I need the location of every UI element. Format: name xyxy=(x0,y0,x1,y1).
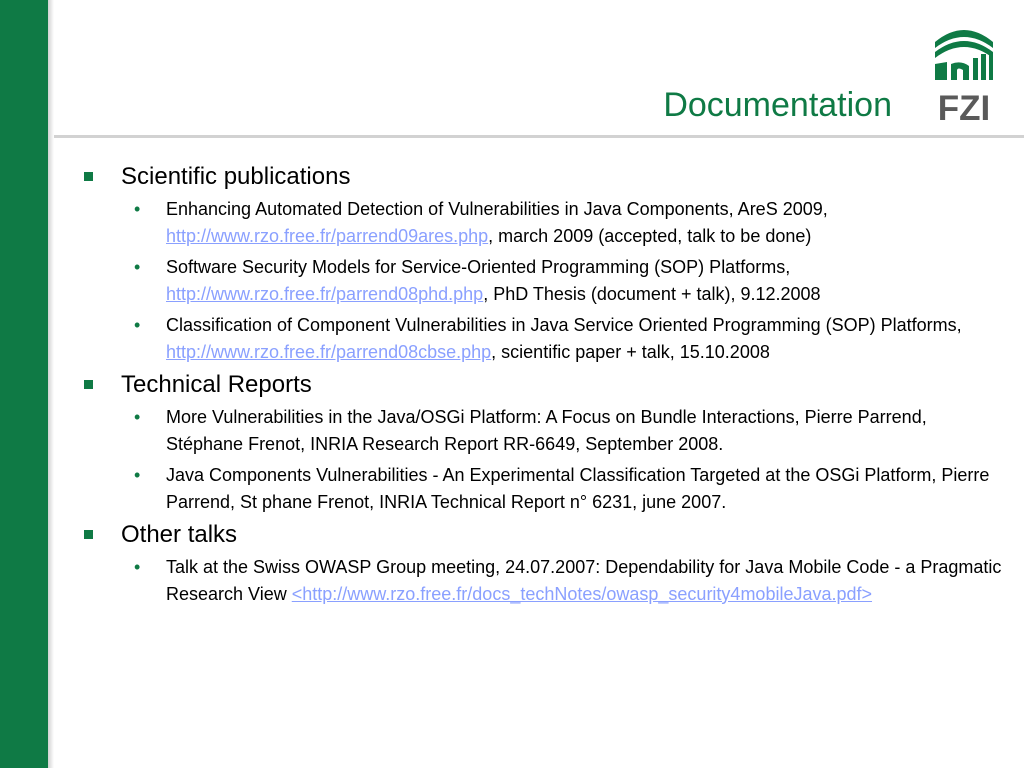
list-item: • Classification of Component Vulnerabilities in Java Service Oriented Programming (SOP) Platforms, http://www.rzo.free.fr/parrend08cbse.php, scientific paper + talk, 15.10.2008 xyxy=(121,312,1006,366)
list-item: • Java Components Vulnerabilities - An Experimental Classification Targeted at the OSGi Platform, Pierre Parrend, St phane Frenot, INRIA Technical Report n° 6231, june 2007. xyxy=(121,462,1006,516)
publication-link[interactable]: http://www.rzo.free.fr/parrend08cbse.php xyxy=(166,342,492,362)
section-technical-reports xyxy=(78,370,1006,516)
slide-title: Documentation xyxy=(663,86,892,124)
square-bullet-icon xyxy=(84,530,93,539)
svg-text:FZI: FZI xyxy=(937,89,991,124)
fzi-logo xyxy=(933,22,995,124)
square-bullet-icon xyxy=(84,172,93,181)
square-bullet-icon xyxy=(84,380,93,389)
list-item: • Talk at the Swiss OWASP Group meeting, 24.07.2007: Dependability for Java Mobile Code - a Pragmatic Research View <http://www.rzo.free.fr/docs_techNotes/owasp_security4mobileJava.pdf> xyxy=(121,554,1006,608)
header-divider xyxy=(54,135,1024,138)
section-other-talks xyxy=(78,520,1006,608)
bullet-dot-icon: • xyxy=(134,557,141,577)
list-item: • Enhancing Automated Detection of Vulnerabilities in Java Components, AreS 2009, http://www.rzo.free.fr/parrend09ares.php, march 2009 (accepted, talk to be done) xyxy=(121,196,1006,250)
list-item: • Software Security Models for Service-Oriented Programming (SOP) Platforms, http://www.rzo.free.fr/parrend08phd.php, PhD Thesis (document + talk), 9.12.2008 xyxy=(121,254,1006,308)
list-item: • More Vulnerabilities in the Java/OSGi Platform: A Focus on Bundle Interactions, Pierre Parrend, Stéphane Frenot, INRIA Research Report RR-6649, September 2008. xyxy=(121,404,1006,458)
bullet-dot-icon: • xyxy=(134,407,141,427)
section-scientific-publications xyxy=(78,162,1006,366)
bullet-dot-icon: • xyxy=(134,315,141,335)
bullet-dot-icon: • xyxy=(134,257,141,277)
publication-link[interactable]: http://www.rzo.free.fr/parrend09ares.php xyxy=(166,226,489,246)
bullet-dot-icon: • xyxy=(134,199,141,219)
bullet-dot-icon: • xyxy=(134,465,141,485)
left-bar-shadow xyxy=(48,0,54,768)
talk-document-link[interactable]: <http://www.rzo.free.fr/docs_techNotes/owasp_security4mobileJava.pdf> xyxy=(291,584,873,604)
slide-body xyxy=(78,158,1006,612)
section-heading: Other talks xyxy=(121,521,238,548)
section-heading: Technical Reports xyxy=(121,371,312,398)
section-heading: Scientific publications xyxy=(121,163,351,190)
section-list xyxy=(78,162,1006,608)
left-accent-bar xyxy=(0,0,48,768)
publication-link[interactable]: http://www.rzo.free.fr/parrend08phd.php xyxy=(166,284,484,304)
